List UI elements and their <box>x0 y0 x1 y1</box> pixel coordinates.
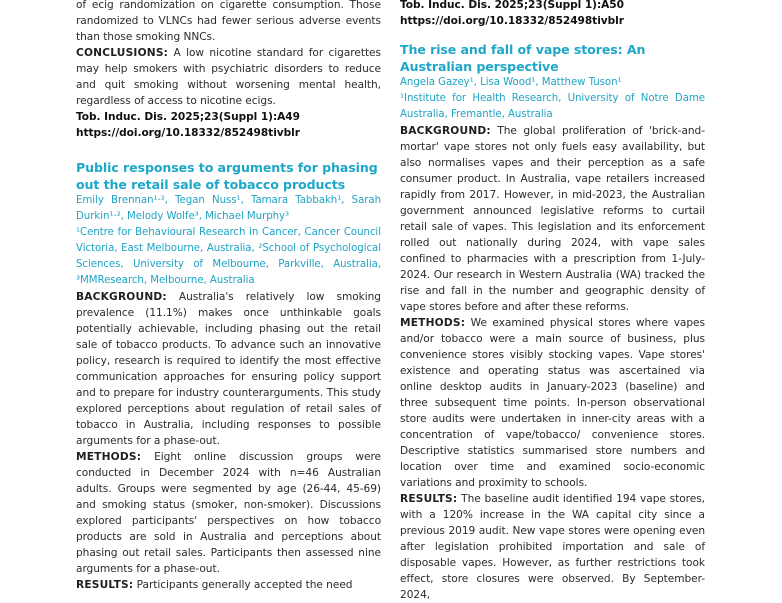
conclusions-label: CONCLUSIONS: <box>76 47 169 59</box>
citation-doi-link[interactable]: https://doi.org/10.18332/852498tivblr <box>400 15 624 27</box>
citation-doi-link[interactable]: https://doi.org/10.18332/852498tivblr <box>76 127 300 139</box>
left-column <box>76 0 381 593</box>
results-text: Participants generally accepted the need <box>133 579 353 591</box>
article-authors: Angela Gazey¹, Lisa Wood¹, Matthew Tuson¹ <box>400 77 622 88</box>
background-paragraph <box>76 289 381 449</box>
citation-journal: Tob. Induc. Dis. 2025;23(Suppl 1):A49 <box>76 111 300 123</box>
background-text: The global proliferation of 'brick-and-mortar' vape stores not only fuels easy availability, but also normalises vapes and their perception as a safe consumer product. In Australia, vape retailers increased rapidly from 2017. However, in mid-2023, the Australian government announced legislative reforms to curtail retail sale of vapes. This legislation and its enforcement rolled out nationally during 2024, with vape sales confined to pharmacies with a prescription from 1-July-2024. Our research in Western Australia (WA) tracked the rise and fall in the number and geographic density of vape stores before and after these reforms. <box>400 125 705 313</box>
methods-paragraph <box>400 315 705 491</box>
right-column <box>400 0 705 603</box>
citation-journal: Tob. Induc. Dis. 2025;23(Suppl 1):A50 <box>400 0 624 11</box>
background-label: BACKGROUND: <box>76 291 167 303</box>
article-authors: Emily Brennan¹·², Tegan Nuss¹, Tamara Tabbakh¹, Sarah Durkin¹·², Melody Wolfe³, Michael Murphy³ <box>76 195 381 222</box>
background-paragraph <box>400 123 705 315</box>
methods-text: Eight online discussion groups were conducted in December 2024 with n=46 Australian adults. Groups were segmented by age (26-44, 45-69) and smoking status (smoker, non-smoker). Discussions explored participants' perspectives on how tobacco products are sold in Australia and perceptions about phasing out retail sales. Participants then assessed nine arguments for a phase-out. <box>76 451 381 575</box>
methods-paragraph <box>76 449 381 577</box>
results-paragraph <box>76 577 381 593</box>
conclusions-text: A low nicotine standard for cigarettes may help smokers with psychiatric disorders to reduce and quit smoking without worsening mental health, regardless of access to nicotine ecigs. <box>76 47 381 107</box>
background-label: BACKGROUND: <box>400 125 491 137</box>
article-title: Public responses to arguments for phasing out the retail sale of tobacco products <box>76 160 378 192</box>
conclusions-paragraph <box>76 45 381 109</box>
previous-abstract-tail: of ecig randomization on cigarette consumption. Those randomized to VLNCs had fewer serious adverse events than those smoking NNCs. <box>76 0 381 43</box>
article-title: The rise and fall of vape stores: An Australian perspective <box>400 42 646 74</box>
methods-text: We examined physical stores where vapes and/or tobacco were a main source of business, plus convenience stores visibly stocking vapes. Vape stores' existence and operating status was ascertained via online desktop audits in January-2023 (baseline) and three subsequent time points. In-person observational store audits were undertaken in inner-city areas with a concentration of vape/tobacco/ convenience stores. Descriptive statistics summarised store numbers and location over time and examined socio-economic variations and proximity to schools. <box>400 317 705 489</box>
results-text: The baseline audit identified 194 vape stores, with a 120% increase in the WA capital city since a previous 2019 audit. New vape stores were opening even after legislation prohibited importation and sale of disposable vapes. However, as further restrictions took effect, store closures were observed. By September-2024, <box>400 493 705 601</box>
results-paragraph <box>400 491 705 603</box>
results-label: RESULTS: <box>76 579 134 591</box>
article-affiliations: ¹Institute for Health Research, University of Notre Dame Australia, Fremantle, Australia <box>400 93 705 120</box>
methods-label: METHODS: <box>400 317 466 329</box>
background-text: Australia's relatively low smoking prevalence (11.1%) makes once unthinkable goals potentially achievable, including phasing out the retail sale of tobacco products. To advance such an innovative policy, research is required to identify the most effective communication approaches for ensuring policy support and to prepare for industry counterarguments. This study explored perceptions about regulation of retail sales of tobacco in Australia, including responses to possible arguments for a phase-out. <box>76 291 381 447</box>
article-affiliations: ¹Centre for Behavioural Research in Cancer, Cancer Council Victoria, East Melbourne, Australia, ²School of Psychological Sciences, University of Melbourne, Parkville, Australia, ³MMResearch, Melbourne, Australia <box>76 227 381 286</box>
results-label: RESULTS: <box>400 493 458 505</box>
methods-label: METHODS: <box>76 451 142 463</box>
